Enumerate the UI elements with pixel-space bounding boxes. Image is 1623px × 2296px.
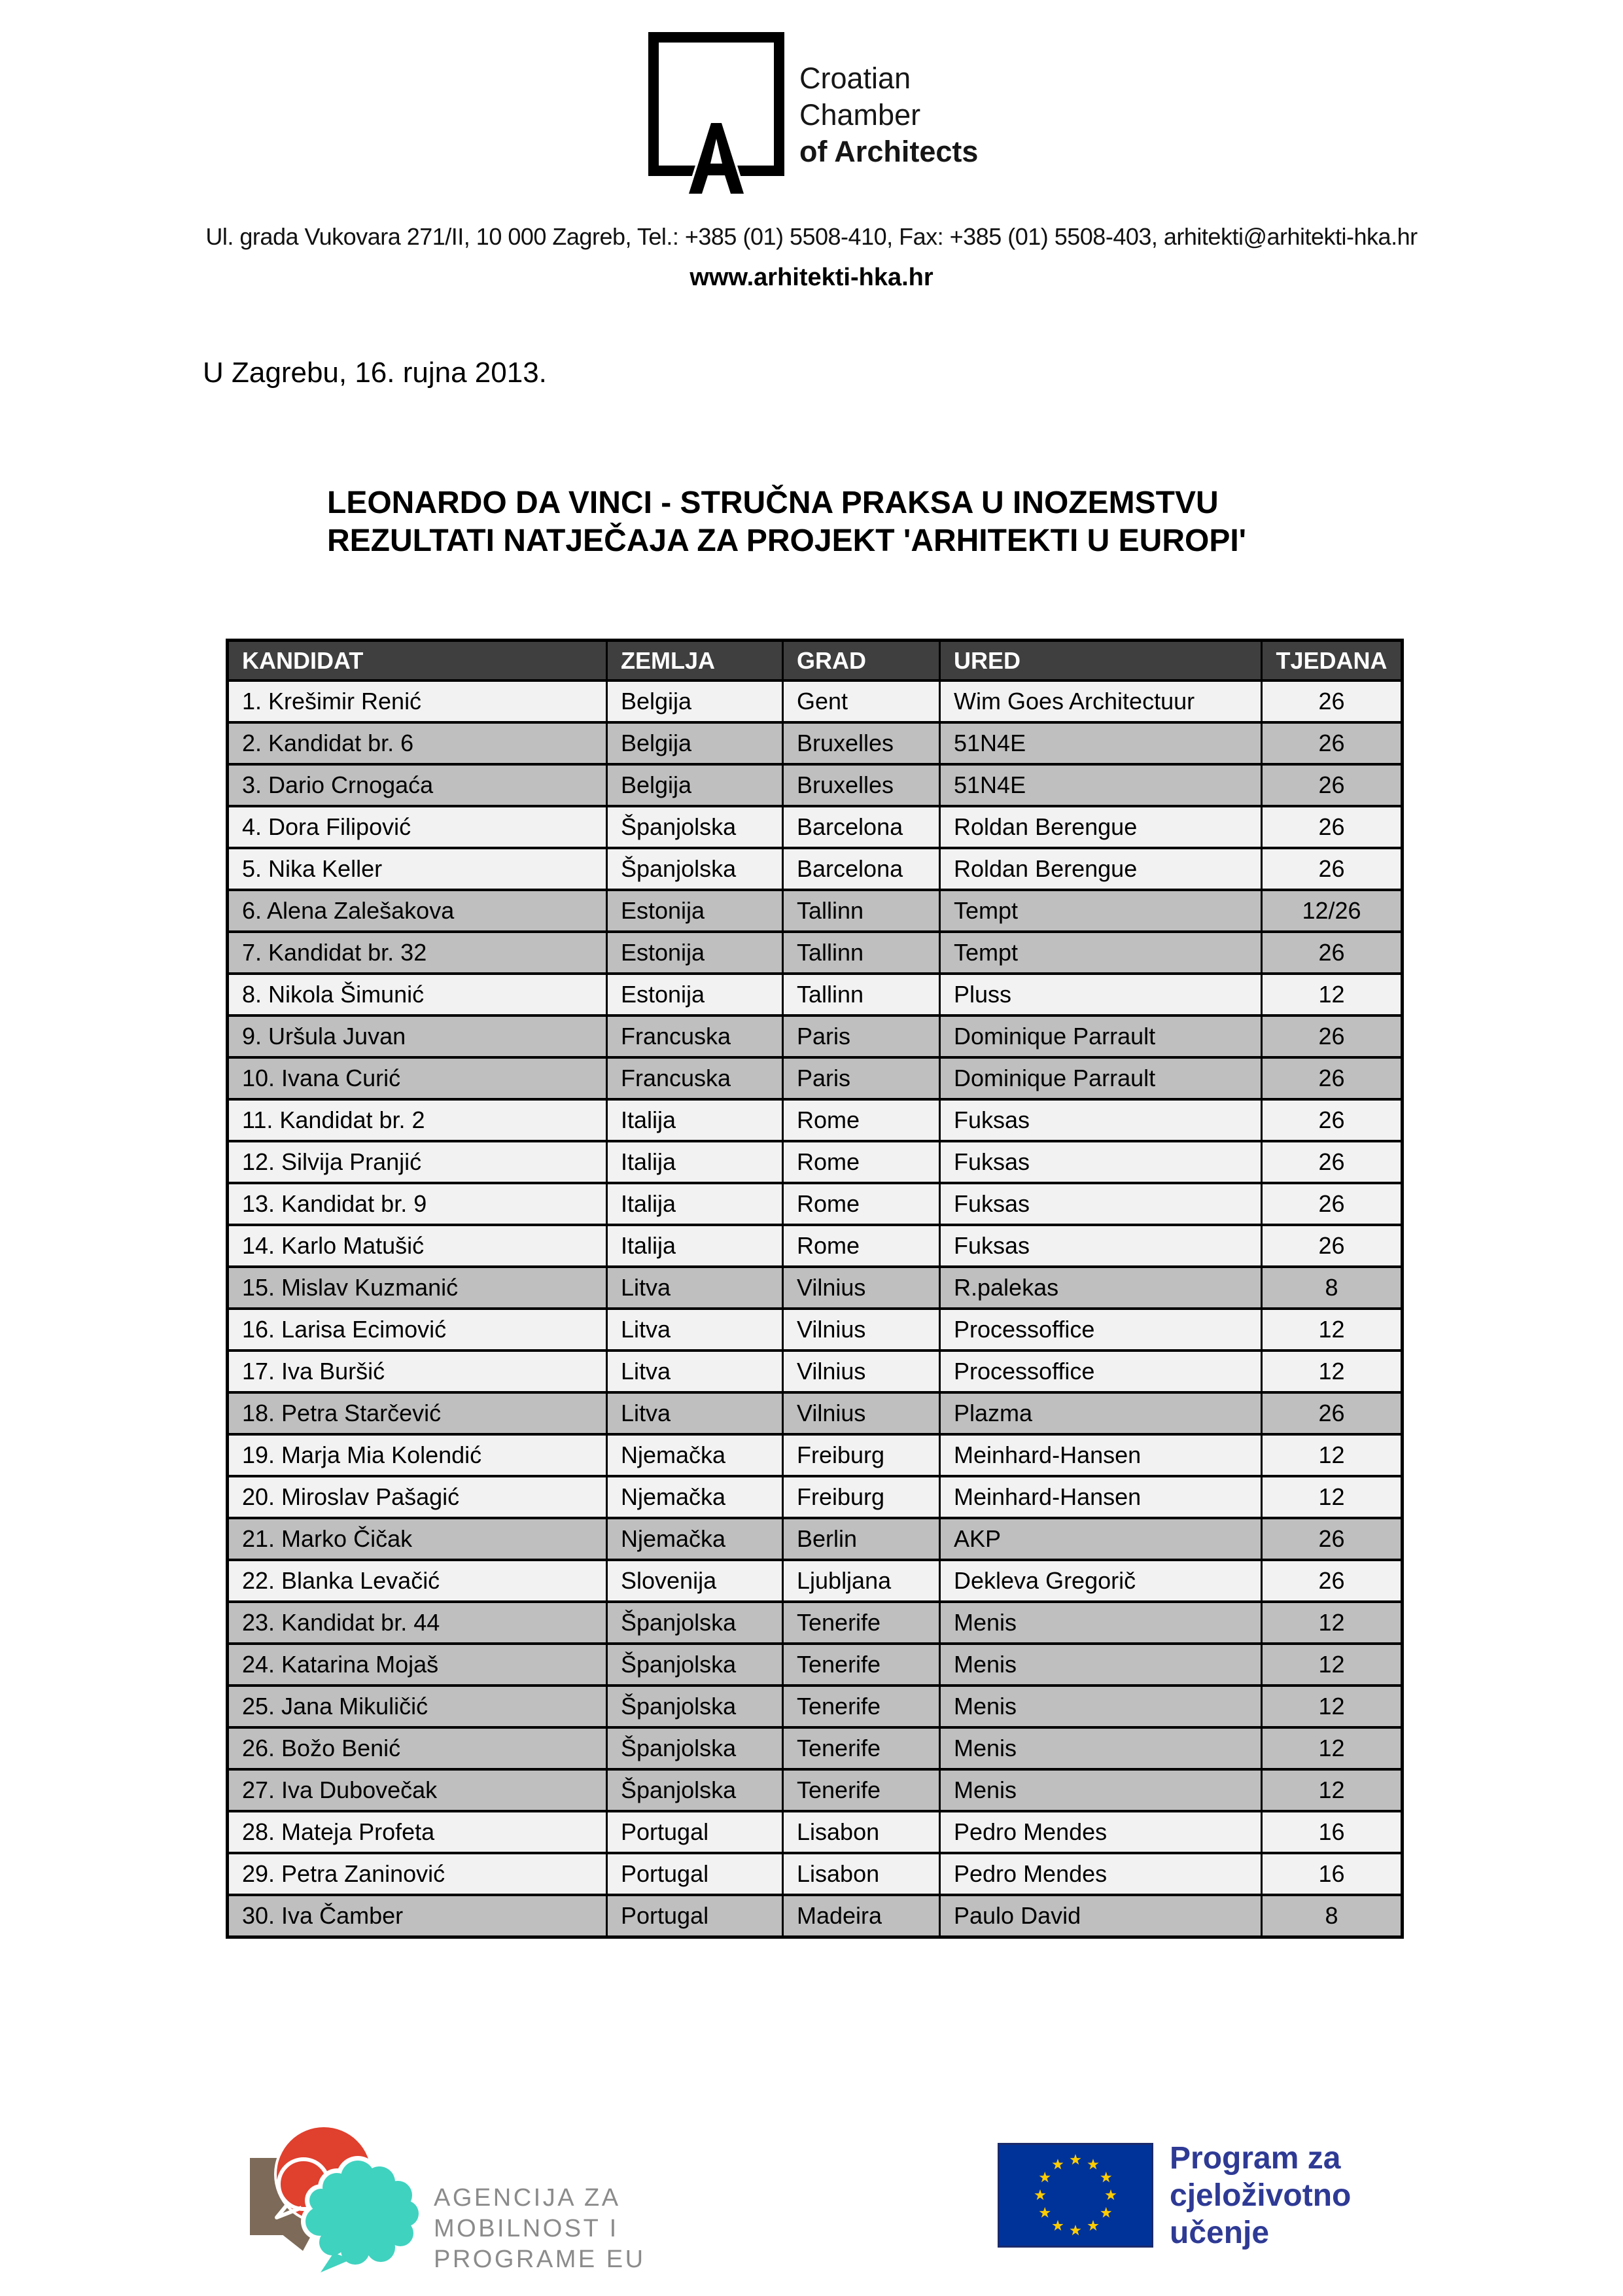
document-title	[327, 484, 1246, 560]
column-header-ured: URED	[940, 641, 1262, 681]
cell-zemlja: Portugal	[607, 1853, 783, 1895]
table-header-row	[228, 641, 1403, 681]
cell-tjedana: 26	[1262, 932, 1403, 974]
eu-program-label	[1170, 2140, 1351, 2252]
cell-ured: Paulo David	[940, 1895, 1262, 1937]
document-title-line1: LEONARDO DA VINCI - STRUČNA PRAKSA U INOZEMSTVU	[327, 486, 1219, 520]
cell-grad: Tallinn	[783, 890, 940, 932]
cell-kandidat: 10. Ivana Curić	[228, 1057, 607, 1099]
cell-kandidat: 30. Iva Čamber	[228, 1895, 607, 1937]
cell-zemlja: Njemačka	[607, 1476, 783, 1518]
results-table-body	[228, 680, 1403, 1937]
cell-ured: Pedro Mendes	[940, 1853, 1262, 1895]
cell-ured: Roldan Berengue	[940, 806, 1262, 848]
cell-kandidat: 5. Nika Keller	[228, 848, 607, 890]
cell-grad: Vilnius	[783, 1267, 940, 1309]
table-row	[228, 1560, 1403, 1602]
agency-label-line: MOBILNOST I	[434, 2215, 619, 2242]
cell-tjedana: 26	[1262, 764, 1403, 806]
cell-zemlja: Francuska	[607, 1057, 783, 1099]
cell-ured: Menis	[940, 1727, 1262, 1769]
cell-zemlja: Njemačka	[607, 1518, 783, 1560]
cell-tjedana: 12	[1262, 1727, 1403, 1769]
column-header-zemlja: ZEMLJA	[607, 641, 783, 681]
cell-grad: Barcelona	[783, 806, 940, 848]
cell-grad: Ljubljana	[783, 1560, 940, 1602]
cell-tjedana: 26	[1262, 1141, 1403, 1183]
cell-kandidat: 21. Marko Čičak	[228, 1518, 607, 1560]
cell-zemlja: Litva	[607, 1267, 783, 1309]
website-line: www.arhitekti-hka.hr	[689, 264, 934, 291]
cell-kandidat: 27. Iva Dubovečak	[228, 1769, 607, 1811]
cell-grad: Bruxelles	[783, 764, 940, 806]
table-row	[228, 1016, 1403, 1057]
logo-text-line: of Architects	[799, 135, 979, 168]
cell-kandidat: 20. Miroslav Pašagić	[228, 1476, 607, 1518]
cell-grad: Freiburg	[783, 1434, 940, 1476]
cell-zemlja: Italija	[607, 1099, 783, 1141]
cell-ured: Dekleva Gregorič	[940, 1560, 1262, 1602]
cell-kandidat: 19. Marja Mia Kolendić	[228, 1434, 607, 1476]
cell-kandidat: 18. Petra Starčević	[228, 1392, 607, 1434]
table-row	[228, 764, 1403, 806]
cell-tjedana: 26	[1262, 1225, 1403, 1267]
table-row	[228, 974, 1403, 1016]
cell-tjedana: 12	[1262, 1602, 1403, 1644]
cell-kandidat: 24. Katarina Mojaš	[228, 1644, 607, 1686]
cell-grad: Berlin	[783, 1518, 940, 1560]
cell-kandidat: 11. Kandidat br. 2	[228, 1099, 607, 1141]
cell-grad: Gent	[783, 680, 940, 722]
eu-label-line: cjeloživotno	[1170, 2178, 1352, 2213]
cell-kandidat: 15. Mislav Kuzmanić	[228, 1267, 607, 1309]
cell-tjedana: 26	[1262, 1392, 1403, 1434]
cell-grad: Rome	[783, 1183, 940, 1225]
cell-kandidat: 3. Dario Crnogaća	[228, 764, 607, 806]
cell-zemlja: Španjolska	[607, 848, 783, 890]
cell-zemlja: Belgija	[607, 764, 783, 806]
cell-grad: Paris	[783, 1016, 940, 1057]
cell-tjedana: 12	[1262, 1351, 1403, 1392]
cell-ured: Roldan Berengue	[940, 848, 1262, 890]
cell-tjedana: 12/26	[1262, 890, 1403, 932]
cell-zemlja: Italija	[607, 1225, 783, 1267]
cell-grad: Freiburg	[783, 1476, 940, 1518]
cell-grad: Barcelona	[783, 848, 940, 890]
cell-tjedana: 16	[1262, 1853, 1403, 1895]
cell-kandidat: 29. Petra Zaninović	[228, 1853, 607, 1895]
cell-zemlja: Španjolska	[607, 806, 783, 848]
cell-ured: 51N4E	[940, 722, 1262, 764]
table-row	[228, 1602, 1403, 1644]
cell-grad: Paris	[783, 1057, 940, 1099]
cell-tjedana: 26	[1262, 848, 1403, 890]
cell-tjedana: 26	[1262, 1099, 1403, 1141]
agency-mobility-logo-icon	[245, 2122, 428, 2276]
cell-zemlja: Estonija	[607, 890, 783, 932]
cell-tjedana: 26	[1262, 1057, 1403, 1099]
cell-ured: Fuksas	[940, 1099, 1262, 1141]
table-row	[228, 1392, 1403, 1434]
chamber-logo-text	[799, 60, 978, 170]
eu-label-line: Program za	[1170, 2141, 1341, 2176]
chamber-logo-icon	[648, 32, 784, 200]
table-row	[228, 1309, 1403, 1351]
cell-zemlja: Litva	[607, 1351, 783, 1392]
agency-label-line: PROGRAME EU	[434, 2246, 646, 2273]
cell-kandidat: 22. Blanka Levačić	[228, 1560, 607, 1602]
cell-kandidat: 14. Karlo Matušić	[228, 1225, 607, 1267]
cell-zemlja: Francuska	[607, 1016, 783, 1057]
cell-grad: Vilnius	[783, 1351, 940, 1392]
cell-tjedana: 26	[1262, 1560, 1403, 1602]
cell-ured: Meinhard-Hansen	[940, 1476, 1262, 1518]
cell-zemlja: Španjolska	[607, 1769, 783, 1811]
cell-tjedana: 16	[1262, 1811, 1403, 1853]
cell-tjedana: 26	[1262, 1183, 1403, 1225]
cell-grad: Rome	[783, 1225, 940, 1267]
cell-kandidat: 6. Alena Zalešakova	[228, 890, 607, 932]
cell-tjedana: 8	[1262, 1895, 1403, 1937]
table-row	[228, 1853, 1403, 1895]
table-row	[228, 1476, 1403, 1518]
cell-kandidat: 25. Jana Mikuličić	[228, 1686, 607, 1727]
cell-tjedana: 26	[1262, 1016, 1403, 1057]
table-row	[228, 806, 1403, 848]
cell-kandidat: 12. Silvija Pranjić	[228, 1141, 607, 1183]
cell-grad: Tenerife	[783, 1769, 940, 1811]
agency-label-line: AGENCIJA ZA	[434, 2184, 621, 2212]
cell-grad: Rome	[783, 1099, 940, 1141]
cell-zemlja: Španjolska	[607, 1644, 783, 1686]
table-row	[228, 848, 1403, 890]
cell-kandidat: 26. Božo Benić	[228, 1727, 607, 1769]
eu-label-line: učenje	[1170, 2216, 1270, 2250]
cell-zemlja: Španjolska	[607, 1727, 783, 1769]
cell-ured: Menis	[940, 1644, 1262, 1686]
cell-ured: Pedro Mendes	[940, 1811, 1262, 1853]
cell-kandidat: 23. Kandidat br. 44	[228, 1602, 607, 1644]
table-row	[228, 1811, 1403, 1853]
cell-ured: Menis	[940, 1686, 1262, 1727]
cell-kandidat: 8. Nikola Šimunić	[228, 974, 607, 1016]
cell-kandidat: 16. Larisa Ecimović	[228, 1309, 607, 1351]
cell-grad: Vilnius	[783, 1309, 940, 1351]
cell-grad: Tallinn	[783, 932, 940, 974]
table-row	[228, 680, 1403, 722]
cell-ured: Menis	[940, 1602, 1262, 1644]
table-row	[228, 1727, 1403, 1769]
cell-zemlja: Italija	[607, 1183, 783, 1225]
cell-ured: Processoffice	[940, 1309, 1262, 1351]
cell-grad: Rome	[783, 1141, 940, 1183]
cell-grad: Tenerife	[783, 1644, 940, 1686]
cell-tjedana: 26	[1262, 722, 1403, 764]
table-row	[228, 932, 1403, 974]
column-header-grad: GRAD	[783, 641, 940, 681]
cell-tjedana: 12	[1262, 1644, 1403, 1686]
cell-grad: Vilnius	[783, 1392, 940, 1434]
cell-grad: Madeira	[783, 1895, 940, 1937]
table-row	[228, 1518, 1403, 1560]
cell-tjedana: 26	[1262, 806, 1403, 848]
table-row	[228, 1434, 1403, 1476]
table-row	[228, 1895, 1403, 1937]
cell-zemlja: Litva	[607, 1392, 783, 1434]
date-line: U Zagrebu, 16. rujna 2013.	[203, 357, 547, 389]
cell-tjedana: 12	[1262, 1476, 1403, 1518]
cell-ured: Dominique Parrault	[940, 1016, 1262, 1057]
cell-zemlja: Španjolska	[607, 1686, 783, 1727]
cell-zemlja: Portugal	[607, 1811, 783, 1853]
table-row	[228, 722, 1403, 764]
table-row	[228, 890, 1403, 932]
table-row	[228, 1141, 1403, 1183]
cell-tjedana: 12	[1262, 1309, 1403, 1351]
cell-kandidat: 7. Kandidat br. 32	[228, 932, 607, 974]
document-title-line2: REZULTATI NATJEČAJA ZA PROJEKT 'ARHITEKTI U EUROPI'	[327, 523, 1247, 558]
cell-ured: Menis	[940, 1769, 1262, 1811]
cell-kandidat: 9. Uršula Juvan	[228, 1016, 607, 1057]
column-header-kandidat: KANDIDAT	[228, 641, 607, 681]
cell-kandidat: 4. Dora Filipović	[228, 806, 607, 848]
table-row	[228, 1351, 1403, 1392]
cell-tjedana: 12	[1262, 974, 1403, 1016]
cell-grad: Tenerife	[783, 1727, 940, 1769]
cell-zemlja: Estonija	[607, 974, 783, 1016]
cell-kandidat: 1. Krešimir Renić	[228, 680, 607, 722]
cell-tjedana: 12	[1262, 1686, 1403, 1727]
cell-ured: Fuksas	[940, 1183, 1262, 1225]
column-header-tjedana: TJEDANA	[1262, 641, 1403, 681]
table-row	[228, 1769, 1403, 1811]
cell-tjedana: 12	[1262, 1769, 1403, 1811]
cell-tjedana: 12	[1262, 1434, 1403, 1476]
cell-ured: Processoffice	[940, 1351, 1262, 1392]
table-row	[228, 1183, 1403, 1225]
cell-zemlja: Španjolska	[607, 1602, 783, 1644]
table-row	[228, 1057, 1403, 1099]
cell-zemlja: Belgija	[607, 722, 783, 764]
table-row	[228, 1267, 1403, 1309]
cell-zemlja: Slovenija	[607, 1560, 783, 1602]
cell-ured: Dominique Parrault	[940, 1057, 1262, 1099]
table-row	[228, 1225, 1403, 1267]
cell-grad: Bruxelles	[783, 722, 940, 764]
cell-tjedana: 8	[1262, 1267, 1403, 1309]
logo-text-line: Chamber	[799, 98, 921, 132]
cell-grad: Tenerife	[783, 1602, 940, 1644]
cell-ured: 51N4E	[940, 764, 1262, 806]
cell-kandidat: 2. Kandidat br. 6	[228, 722, 607, 764]
cell-ured: Pluss	[940, 974, 1262, 1016]
table-row	[228, 1099, 1403, 1141]
cell-grad: Lisabon	[783, 1853, 940, 1895]
cell-kandidat: 13. Kandidat br. 9	[228, 1183, 607, 1225]
cell-ured: Tempt	[940, 890, 1262, 932]
cell-zemlja: Italija	[607, 1141, 783, 1183]
cell-tjedana: 26	[1262, 680, 1403, 722]
cell-grad: Lisabon	[783, 1811, 940, 1853]
eu-flag-icon	[998, 2143, 1153, 2248]
cell-zemlja: Belgija	[607, 680, 783, 722]
cell-ured: R.palekas	[940, 1267, 1262, 1309]
cell-ured: Fuksas	[940, 1141, 1262, 1183]
cell-zemlja: Portugal	[607, 1895, 783, 1937]
table-row	[228, 1644, 1403, 1686]
cell-zemlja: Estonija	[607, 932, 783, 974]
cell-zemlja: Litva	[607, 1309, 783, 1351]
cell-grad: Tenerife	[783, 1686, 940, 1727]
table-row	[228, 1686, 1403, 1727]
results-table	[226, 639, 1404, 1939]
cell-zemlja: Njemačka	[607, 1434, 783, 1476]
cell-ured: Plazma	[940, 1392, 1262, 1434]
agency-logo-label	[434, 2183, 646, 2275]
cell-ured: AKP	[940, 1518, 1262, 1560]
cell-ured: Tempt	[940, 932, 1262, 974]
cell-ured: Fuksas	[940, 1225, 1262, 1267]
logo-text-line: Croatian	[799, 62, 911, 95]
address-line: Ul. grada Vukovara 271/II, 10 000 Zagreb, Tel.: +385 (01) 5508-410, Fax: +385 (01) 5508-403, arhitekti@arhitekti-hka.hr	[205, 223, 1418, 250]
cell-grad: Tallinn	[783, 974, 940, 1016]
cell-tjedana: 26	[1262, 1518, 1403, 1560]
cell-kandidat: 28. Mateja Profeta	[228, 1811, 607, 1853]
cell-ured: Wim Goes Architectuur	[940, 680, 1262, 722]
cell-ured: Meinhard-Hansen	[940, 1434, 1262, 1476]
cell-kandidat: 17. Iva Buršić	[228, 1351, 607, 1392]
